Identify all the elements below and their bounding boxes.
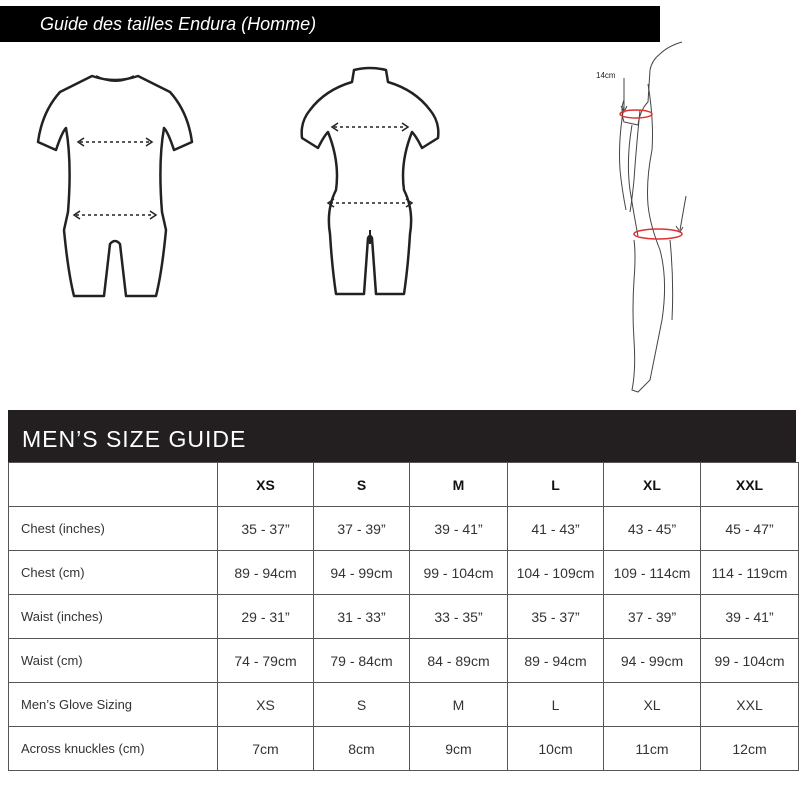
table-cell: 94 - 99cm bbox=[604, 639, 701, 683]
table-cell: 29 - 31” bbox=[218, 595, 314, 639]
row-label: Chest (cm) bbox=[9, 551, 218, 595]
table-cell: XXL bbox=[701, 683, 799, 727]
table-cell: XL bbox=[604, 683, 701, 727]
table-cell: 45 - 47” bbox=[701, 507, 799, 551]
size-column-header: S bbox=[314, 463, 410, 507]
table-cell: 89 - 94cm bbox=[508, 639, 604, 683]
table-cell: 99 - 104cm bbox=[701, 639, 799, 683]
row-label: Men’s Glove Sizing bbox=[9, 683, 218, 727]
back-body-silhouette bbox=[290, 62, 450, 302]
table-cell: 94 - 99cm bbox=[314, 551, 410, 595]
front-body-silhouette bbox=[30, 62, 200, 302]
table-cell: 84 - 89cm bbox=[410, 639, 508, 683]
table-cell: 104 - 109cm bbox=[508, 551, 604, 595]
table-cell: 35 - 37” bbox=[508, 595, 604, 639]
size-guide-heading: MEN’S SIZE GUIDE bbox=[8, 410, 796, 462]
row-label: Across knuckles (cm) bbox=[9, 727, 218, 771]
size-column-header: L bbox=[508, 463, 604, 507]
size-column-header: XS bbox=[218, 463, 314, 507]
table-row bbox=[9, 551, 799, 595]
size-table bbox=[8, 462, 799, 771]
table-row bbox=[9, 507, 799, 551]
table-cell: XS bbox=[218, 683, 314, 727]
table-cell: 99 - 104cm bbox=[410, 551, 508, 595]
table-row bbox=[9, 727, 799, 771]
table-cell: L bbox=[508, 683, 604, 727]
table-cell: 41 - 43” bbox=[508, 507, 604, 551]
table-row bbox=[9, 595, 799, 639]
table-cell: 31 - 33” bbox=[314, 595, 410, 639]
table-cell: 89 - 94cm bbox=[218, 551, 314, 595]
row-label: Waist (inches) bbox=[9, 595, 218, 639]
table-cell: 10cm bbox=[508, 727, 604, 771]
size-column-header: XL bbox=[604, 463, 701, 507]
table-cell: 8cm bbox=[314, 727, 410, 771]
table-cell: 43 - 45” bbox=[604, 507, 701, 551]
row-label: Chest (inches) bbox=[9, 507, 218, 551]
table-row bbox=[9, 683, 799, 727]
table-cell: 35 - 37” bbox=[218, 507, 314, 551]
page-title: Guide des tailles Endura (Homme) bbox=[0, 6, 660, 42]
table-cell: 114 - 119cm bbox=[701, 551, 799, 595]
size-column-header: M bbox=[410, 463, 508, 507]
size-column-header: XXL bbox=[701, 463, 799, 507]
table-cell: S bbox=[314, 683, 410, 727]
table-cell: 12cm bbox=[701, 727, 799, 771]
table-cell: 79 - 84cm bbox=[314, 639, 410, 683]
row-label: Waist (cm) bbox=[9, 639, 218, 683]
side-body-profile bbox=[590, 40, 700, 400]
table-corner-cell bbox=[9, 463, 218, 507]
table-row bbox=[9, 639, 799, 683]
table-cell: 37 - 39” bbox=[314, 507, 410, 551]
table-cell: 39 - 41” bbox=[410, 507, 508, 551]
table-cell: 11cm bbox=[604, 727, 701, 771]
table-cell: 74 - 79cm bbox=[218, 639, 314, 683]
table-cell: M bbox=[410, 683, 508, 727]
table-cell: 109 - 114cm bbox=[604, 551, 701, 595]
table-cell: 9cm bbox=[410, 727, 508, 771]
table-cell: 39 - 41” bbox=[701, 595, 799, 639]
side-measure-label: 14cm bbox=[596, 71, 616, 80]
table-cell: 7cm bbox=[218, 727, 314, 771]
table-cell: 33 - 35” bbox=[410, 595, 508, 639]
table-cell: 37 - 39” bbox=[604, 595, 701, 639]
table-header-row bbox=[9, 463, 799, 507]
